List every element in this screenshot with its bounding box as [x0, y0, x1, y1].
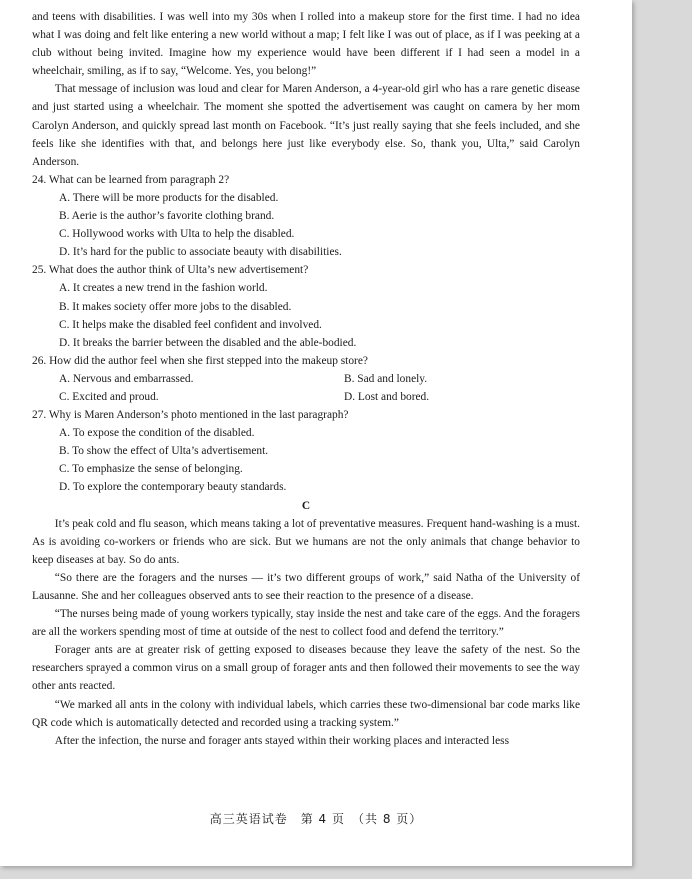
page-footer: 高三英语试卷 第 4 页 （共 8 页）: [209, 812, 423, 826]
question-26-option-c: C. Excited and proud.: [59, 390, 159, 403]
question-27-option-d: D. To explore the contemporary beauty standards.: [59, 481, 287, 494]
question-27-stem: 27. Why is Maren Anderson’s photo mentioned in the last paragraph?: [32, 409, 349, 422]
question-26-option-d: D. Lost and bored.: [344, 390, 430, 403]
passage-c-paragraph-3: “The nurses being made of young workers typically, stay inside the nest and take care of the eggs. And the foragers are all the workers spending most of time at outside of the nest to collect food and defend the territory.”: [32, 608, 580, 639]
question-24-option-a: A. There will be more products for the disabled.: [59, 191, 279, 204]
passage-c-paragraph-4: Forager ants are at greater risk of getting exposed to diseases because they leave the safety of the nest. So the researchers sprayed a common virus on a small group of forager ants and then followed their movements to see the way other ants reacted.: [32, 644, 580, 693]
question-27-option-c: C. To emphasize the sense of belonging.: [59, 463, 243, 476]
question-25-option-d: D. It breaks the barrier between the disabled and the able-bodied.: [59, 336, 357, 349]
question-24-option-b: B. Aerie is the author’s favorite clothing brand.: [59, 210, 275, 223]
passage-c-paragraph-1: It’s peak cold and flu season, which means taking a lot of preventative measures. Frequent hand-washing is a must. As is avoiding co-workers or friends who are sick. But we humans are not the only animals that change behavior to keep diseases at bay. So do ants.: [32, 517, 580, 566]
passage-b-paragraph-1: and teens with disabilities. I was well into my 30s when I rolled into a makeup store for the first time. I had no idea what I was doing and felt like entering a new world without a map; I felt like I was out of place, as if I was peeking at a club without being invited. Imagine how my experience would have been different if I had seen a model in a wheelchair, smiling, as if to say, “Welcome. Yes, you belong!”: [32, 11, 580, 78]
passage-b-paragraph-2: That message of inclusion was loud and clear for Maren Anderson, a 4-year-old girl who has a rare genetic disease and just started using a wheelchair. The moment she spotted the advertisement was caught on camera by her mom Carolyn Anderson, and quickly spread last month on Facebook. “It’s just really saying that she feels included, and she feels like she identifies with that, and belongs here just like everybody else. So, thank you, Ulta,” said Carolyn Anderson.: [32, 83, 580, 168]
passage-c-paragraph-5: “We marked all ants in the colony with individual labels, which carries these two-dimensional bar code marks like QR code which is automatically detected and recorded using a tracking system.”: [32, 698, 580, 729]
question-26-option-b: B. Sad and lonely.: [344, 372, 428, 385]
question-27-option-b: B. To show the effect of Ulta’s advertisement.: [59, 445, 269, 458]
question-26-options-row-1: [32, 370, 580, 388]
passage-c-paragraph-6: After the infection, the nurse and forager ants stayed within their working places and interacted less: [54, 734, 509, 747]
question-27-option-a: A. To expose the condition of the disabled.: [59, 427, 255, 440]
question-25-stem: 25. What does the author think of Ulta’s new advertisement?: [32, 264, 309, 277]
question-25-option-b: B. It makes society offer more jobs to the disabled.: [59, 300, 292, 313]
question-25-option-c: C. It helps make the disabled feel confident and involved.: [59, 318, 322, 331]
page-content: [32, 8, 580, 750]
question-26-option-a: A. Nervous and embarrassed.: [59, 372, 194, 385]
question-26-stem: 26. How did the author feel when she first stepped into the makeup store?: [32, 354, 368, 367]
question-24-option-d: D. It’s hard for the public to associate beauty with disabilities.: [59, 246, 342, 259]
passage-c-paragraph-2: “So there are the foragers and the nurses — it’s two different groups of work,” said Natha of the University of Lausanne. She and her colleagues observed ants to see their reaction to the presence of a disease.: [32, 571, 580, 602]
section-c-heading: C: [301, 499, 311, 512]
question-24-option-c: C. Hollywood works with Ulta to help the disabled.: [59, 228, 295, 241]
question-26-options-row-2: [32, 388, 580, 406]
question-24-stem: 24. What can be learned from paragraph 2?: [32, 173, 230, 186]
question-25-option-a: A. It creates a new trend in the fashion world.: [59, 282, 268, 295]
